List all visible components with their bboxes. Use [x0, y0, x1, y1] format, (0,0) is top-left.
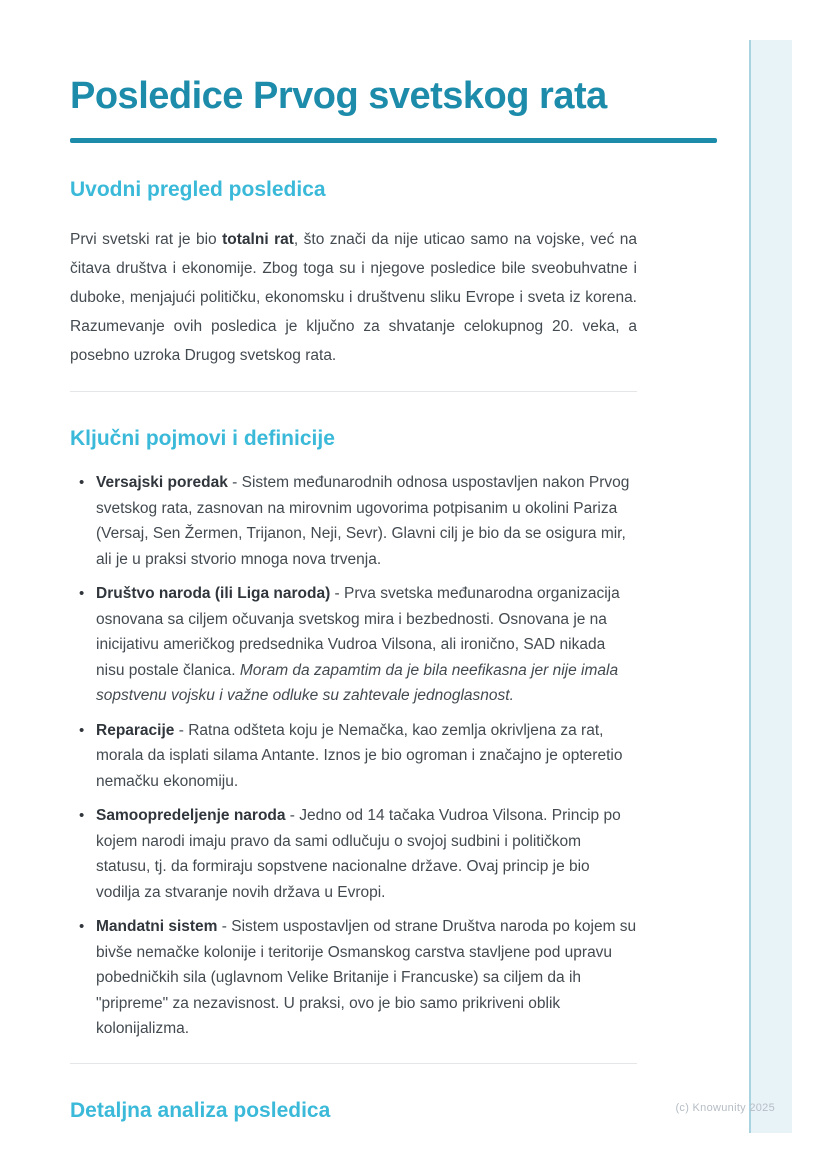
- watermark: (c) Knowunity 2025: [675, 1102, 775, 1114]
- list-item-reparacije: [96, 718, 637, 795]
- term-label: Mandatni sistem: [96, 918, 218, 935]
- list-item-samoopredeljenje: [96, 803, 637, 905]
- section-divider: [70, 1063, 637, 1064]
- intro-paragraph: [70, 225, 637, 370]
- term-label: Versajski poredak: [96, 474, 228, 491]
- term-definition: - Sistem međunarodnih odnosa uspostavljen nakon Prvog svetskog rata, zasnovan na mirovnim ugovorima potpisanim u okolini Pariza (Versaj, Sen Žermen, Trijanon, Neji, Sevr). Glavni cilj je bio da se osigura mir, ali je u praksi stvorio mnoga nova trvenja.: [96, 474, 630, 568]
- section-heading-intro: Uvodni pregled posledica: [70, 178, 326, 201]
- term-definition: - Sistem uspostavljen od strane Društva naroda po kojem su bivše nemačke kolonije i teritorije Osmanskog carstva stavljene pod upravu pobedničkih sila (uglavnom Velike Britanije i Francuske) sa ciljem da ih "pripreme" za nezavisnost. U praksi, ovo je bio samo prikriveni oblik kolonijalizma.: [96, 918, 637, 1037]
- list-item-versajski-poredak: [96, 470, 637, 572]
- section-divider: [70, 391, 637, 392]
- term-label: Samoopredeljenje naroda: [96, 807, 286, 824]
- intro-text-post: , što znači da nije uticao samo na vojske, već na čitava društva i ekonomije. Zbog toga su i njegove posledice bile sveobuhvatne i duboke, menjajući političku, ekonomsku i društvenu sliku Evrope i sveta iz korena. Razumevanje ovih posledica je ključno za shvatanje celokupnog 20. veka, a posebno uzroka Drugog svetskog rata.: [70, 231, 637, 364]
- next-page-edge-strip: [749, 40, 792, 1133]
- list-item-drustvo-naroda: [96, 581, 637, 709]
- intro-bold-term: totalni rat: [222, 231, 294, 248]
- intro-text-pre: Prvi svetski rat je bio: [70, 231, 223, 248]
- term-label: Društvo naroda (ili Liga naroda): [96, 585, 331, 602]
- key-terms-list: [70, 470, 637, 1042]
- term-label: Reparacije: [96, 721, 175, 739]
- term-definition: - Prva svetska međunarodna organizacija osnovana sa ciljem očuvanja svetskog mira i bezbednosti. Osnovana je na inicijativu američkog predsednika Vudroa Vilsona, ali ironično, SAD nikada nisu postale članica.: [96, 585, 620, 679]
- document-content: [70, 0, 637, 1124]
- title-underline-rule: [70, 138, 717, 143]
- list-item-mandatni-sistem: [96, 914, 637, 1042]
- page-title: Posledice Prvog svetskog rata: [70, 75, 607, 117]
- section-heading-analysis: Detaljna analiza posledica: [70, 1098, 331, 1122]
- section-heading-key-terms: Ključni pojmovi i definicije: [70, 427, 335, 450]
- term-definition: - Ratna odšteta koju je Nemačka, kao zemlja okrivljena za rat, morala da isplati silama Antante. Iznos je bio ogroman i značajno je opteretio nemačku ekonomiju.: [96, 721, 623, 790]
- personal-note-italic: Moram da zapamtim da je bila neefikasna jer nije imala sopstvenu vojsku i važne odluke su zahtevale jednoglasnost.: [96, 661, 619, 704]
- term-definition: - Jedno od 14 tačaka Vudroa Vilsona. Princip po kojem narodi imaju pravo da sami odlučuju o svojoj sudbini i političkom statusu, tj. da formiraju sopstvene nacionalne države. Ovaj princip je bio vodilja za stvaranje novih država u Evropi.: [96, 807, 621, 901]
